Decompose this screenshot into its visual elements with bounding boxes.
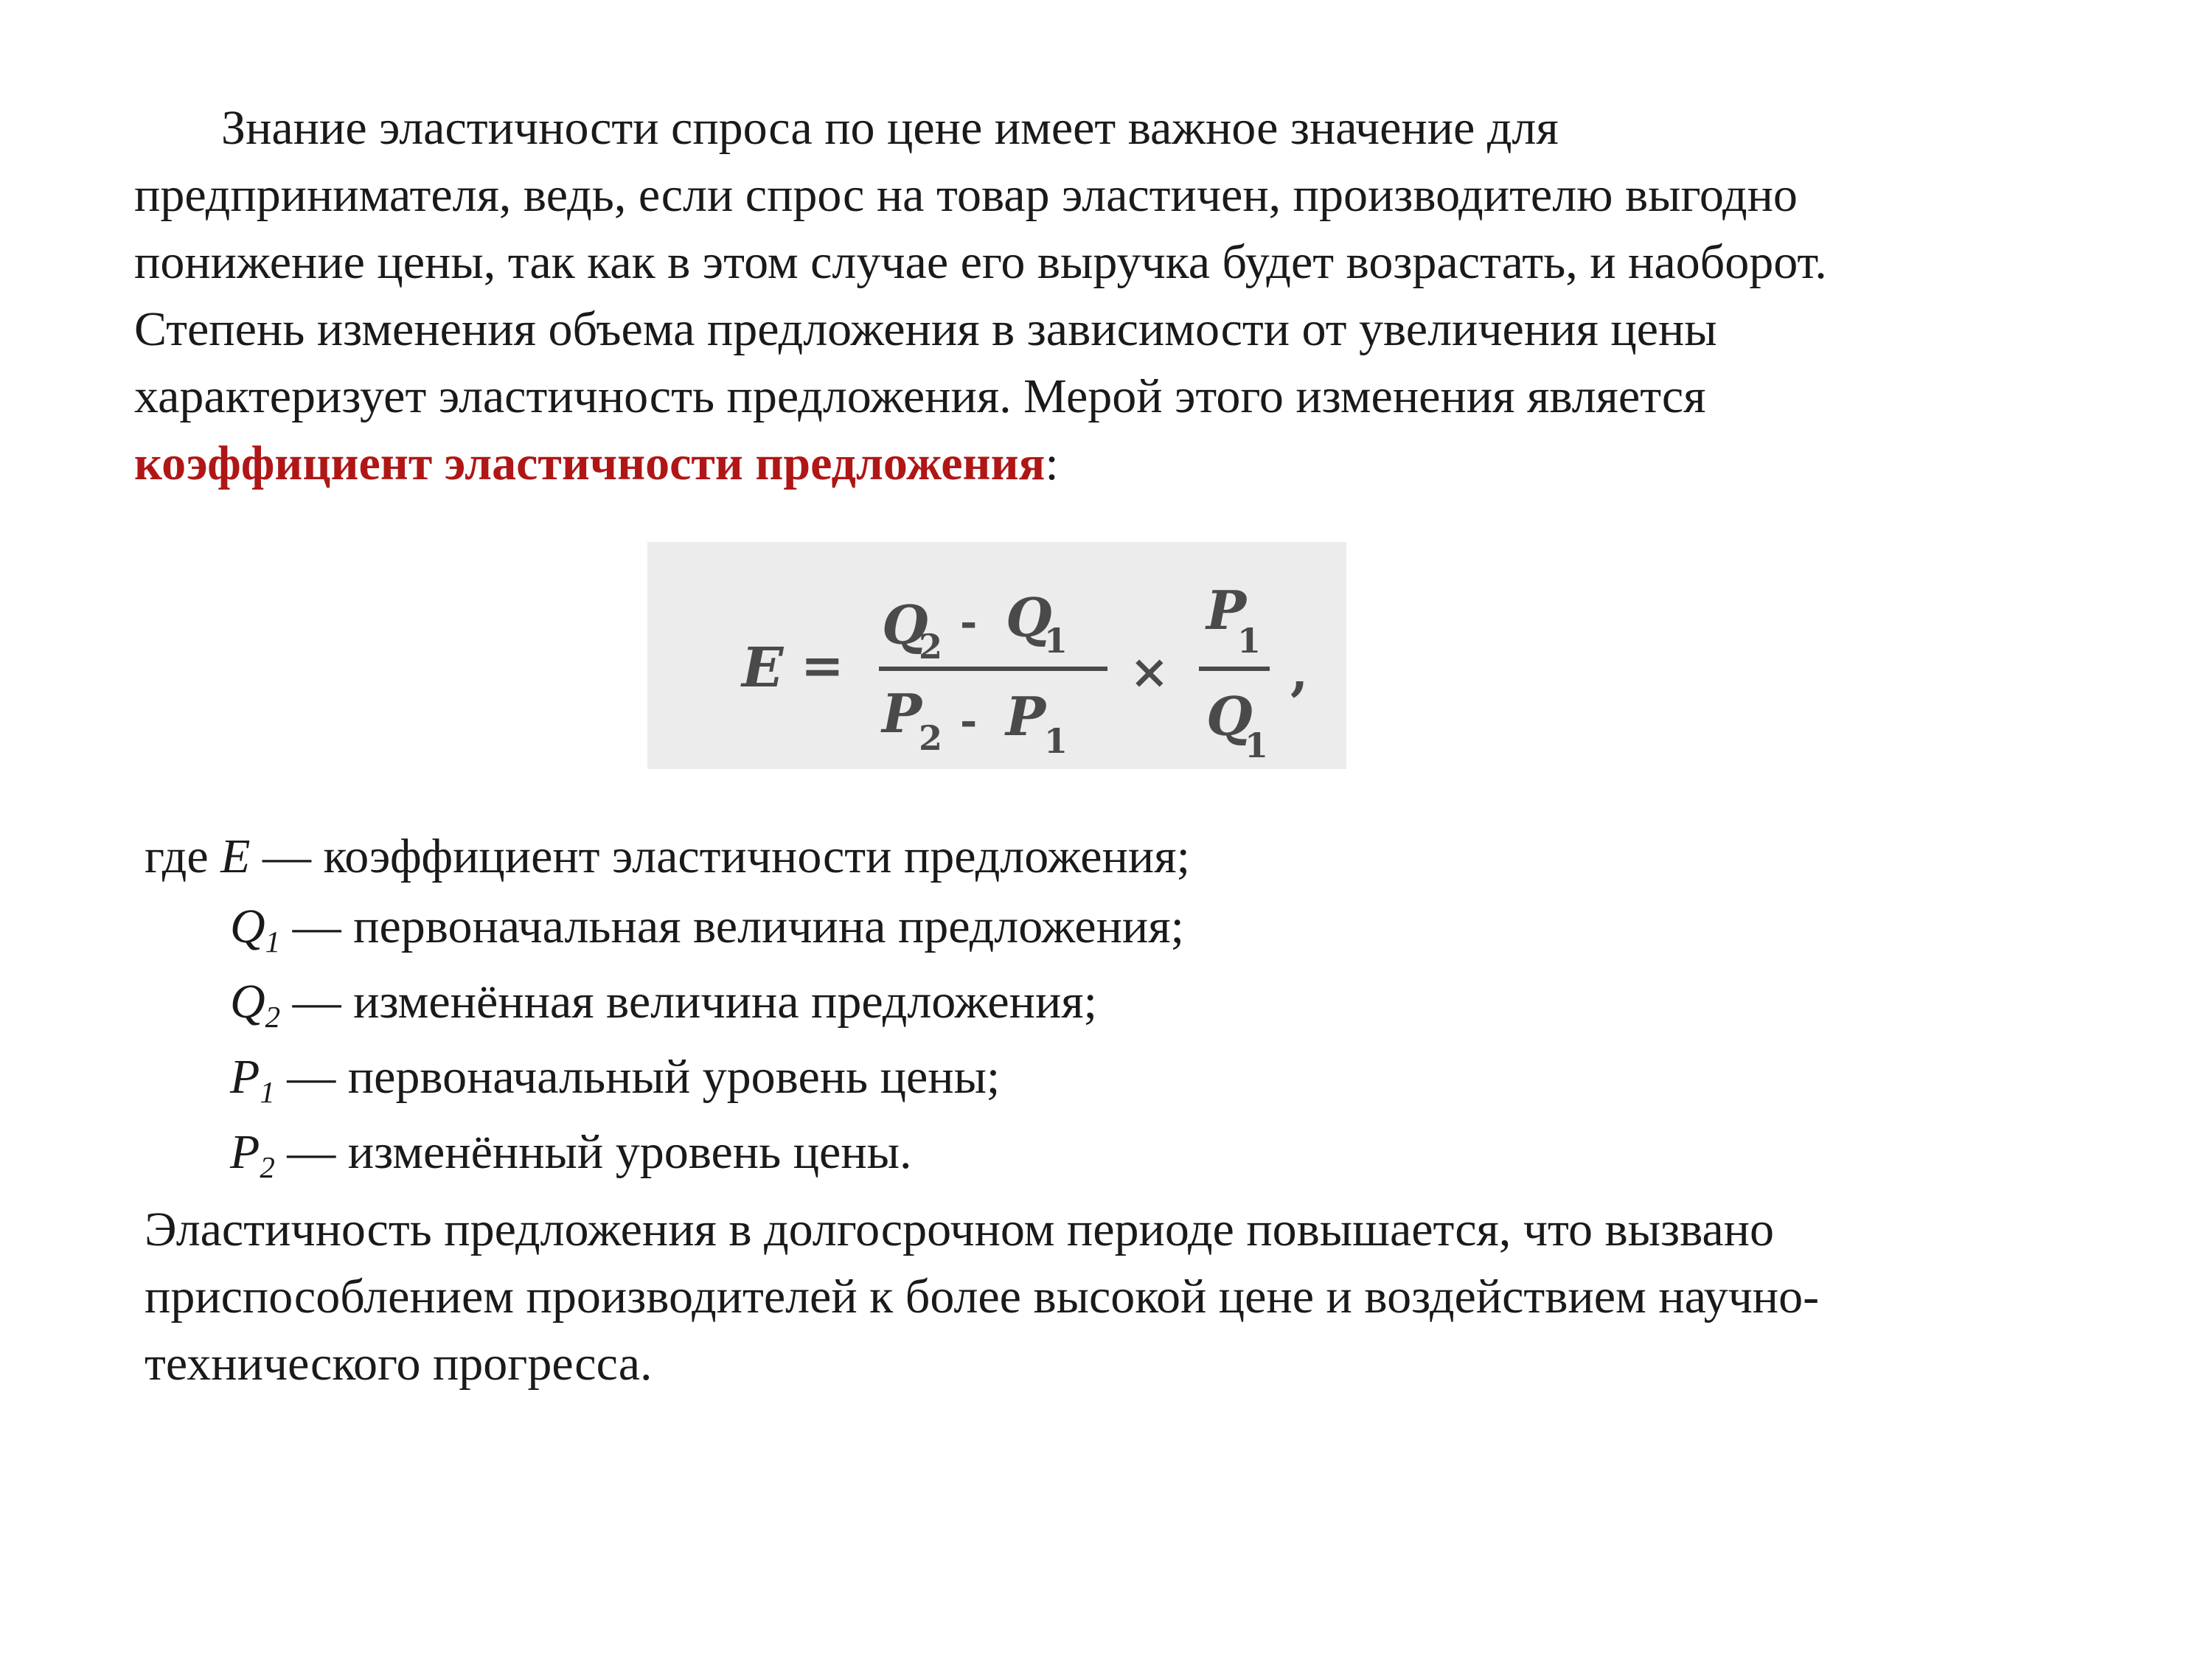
symbol-letter: Q <box>230 900 265 953</box>
definition-symbol <box>230 975 281 1034</box>
definition-row <box>145 1040 2062 1115</box>
outro-paragraph <box>145 1196 2135 1397</box>
definition-text: — изменённая величина предложения; <box>280 975 1097 1029</box>
symbol-subscript: 1 <box>260 1076 275 1110</box>
definitions-intro-word: где <box>145 830 209 883</box>
formula-frac2-den-sub: 1 <box>1245 726 1269 765</box>
definition-text: — коэффициент эластичности предложения; <box>250 830 1190 883</box>
formula-num-minus: - <box>960 598 978 647</box>
formula-trailing-comma: , <box>1290 641 1309 702</box>
definition-row <box>145 824 2062 889</box>
symbol-subscript: 2 <box>265 1001 281 1034</box>
definition-text: — первоначальный уровень цены; <box>274 1050 1001 1104</box>
definition-row <box>145 889 2062 964</box>
intro-paragraph <box>134 94 2125 497</box>
formula-image <box>647 542 1346 769</box>
formula-svg <box>647 542 1346 769</box>
outro-line: технического прогресса. <box>145 1337 653 1391</box>
definition-symbol <box>230 1125 275 1185</box>
outro-line: Эластичность предложения в долгосрочном периоде повышается, что вызвано <box>145 1203 1775 1256</box>
intro-term-line <box>134 430 2125 497</box>
definition-symbol <box>230 900 281 959</box>
outro-line: приспособлением производителей к более высокой цене и воздействием научно- <box>145 1270 1820 1324</box>
symbol-letter: P <box>230 1050 260 1104</box>
formula-num-right-sub: 1 <box>1044 621 1068 661</box>
formula-num-left-sub: 2 <box>919 627 943 667</box>
definition-row <box>145 964 2062 1040</box>
intro-line: Знание эластичности спроса по цене имеет важное значение для <box>221 101 1559 155</box>
intro-line: предпринимателя, ведь, если спрос на товар эластичен, производителю выгодно <box>134 168 1798 222</box>
formula-num-left: Q <box>882 594 928 656</box>
intro-line: Степень изменения объема предложения в зависимости от увеличения цены <box>134 302 1717 356</box>
formula-frac2-den: Q <box>1206 685 1253 748</box>
formula-den-left: P <box>882 682 922 745</box>
highlighted-term: коэффициент эластичности предложения <box>134 437 1046 490</box>
definition-text: — изменённый уровень цены. <box>274 1125 912 1179</box>
formula-frac2-num-sub: 1 <box>1237 621 1262 661</box>
symbol-letter: E <box>220 830 251 883</box>
formula-den-right-sub: 1 <box>1044 721 1068 761</box>
intro-line: понижение цены, так как в этом случае его выручка будет возрастать, и наоборот. <box>134 235 1827 289</box>
definitions-list <box>145 824 2062 1190</box>
definition-symbol <box>230 1050 275 1110</box>
formula-frac2-num: P <box>1206 579 1247 641</box>
definition-text: — первоначальная величина предложения; <box>280 900 1184 953</box>
formula-den-left-sub: 2 <box>919 718 943 758</box>
formula-den-minus: - <box>960 697 978 745</box>
definition-row <box>145 1115 2062 1190</box>
term-suffix: : <box>1045 437 1059 490</box>
symbol-letter: Q <box>230 975 265 1029</box>
definition-symbol <box>220 830 250 883</box>
symbol-letter: P <box>230 1125 260 1179</box>
symbol-subscript: 1 <box>265 925 281 959</box>
formula-num-right: Q <box>1006 586 1052 649</box>
intro-line: характеризует эластичность предложения. Мерой этого изменения является <box>134 369 1706 423</box>
formula-times: × <box>1130 644 1169 700</box>
formula-den-right: P <box>1006 685 1046 748</box>
formula-equals: = <box>801 635 844 696</box>
symbol-subscript: 2 <box>260 1151 275 1185</box>
formula-lhs: E <box>742 636 784 700</box>
